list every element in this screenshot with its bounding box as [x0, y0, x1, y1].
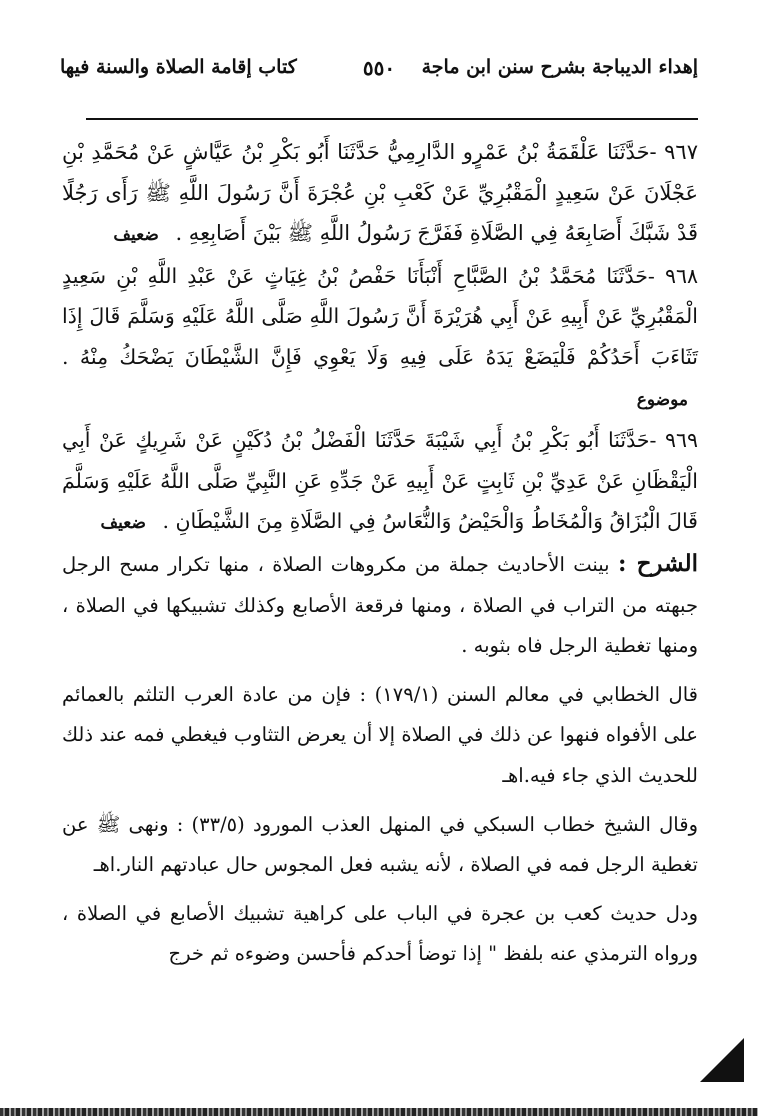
- page-body: [62, 132, 698, 975]
- hadith-967: [62, 132, 698, 256]
- chapter-title: كتاب إقامة الصلاة والسنة فيها: [60, 56, 297, 78]
- hadith-968: [62, 256, 698, 420]
- hadith-grade: موضوع: [636, 389, 688, 410]
- khattabi-quote: قال الخطابي في معالم السنن (١٧٩/١) : فإن من عادة العرب التلثم بالعمائم على الأفواه فنهوا عن ذلك في الصلاة إلا أن يعرض التثاوب فيغطي فمه عند ذلك للحديث الذي جاء فيه.اهـ: [62, 682, 698, 787]
- page-corner-mark: [700, 1038, 744, 1082]
- hadith-969: [62, 420, 698, 544]
- book-title: إهداء الديباجة بشرح سنن ابن ماجة: [421, 56, 698, 78]
- hadith-text: ٩٦٩ -حَدَّثَنَا أَبُو بَكْرِ بْنُ أَبِي شَيْبَةَ حَدَّثَنَا الْفَضْلُ بْنُ دُكَيْنٍ عَنْ شَرِيكٍ عَنْ أَبِي الْيَقْظَانِ عَنْ عَدِيِّ بْنِ ثَابِتٍ عَنْ أَبِيهِ عَنْ جَدِّهِ عَنِ النَّبِيِّ صَلَّى اللَّهُ عَلَيْهِ وَسَلَّمَ قَالَ الْبُزَاقُ وَالْمُخَاطُ وَالْحَيْضُ وَالنُّعَاسُ فِي الصَّلَاةِ مِنَ الشَّيْطَانِ .: [62, 428, 698, 534]
- hadith-grade: ضعيف: [113, 225, 159, 246]
- commentary-text: بينت الأحاديث جملة من مكروهات الصلاة ، منها تكرار مسح الرجل جبهته من التراب في الصلاة ، ومنها فرقعة الأصابع وكذلك تشبيكها في الصلاة ، ومنها تغطية الرجل فاه بثوبه .: [62, 552, 698, 658]
- hadith-text: ٩٦٨ -حَدَّثَنَا مُحَمَّدُ بْنُ الصَّبَّاحِ أَنْبَأَنَا حَفْصُ بْنُ غِيَاثٍ عَنْ عَبْدِ اللَّهِ بْنِ سَعِيدٍ الْمَقْبُرِيِّ عَنْ أَبِيهِ عَنْ أَبِي هُرَيْرَةَ أَنَّ رَسُولَ اللَّهِ صَلَّى اللَّهُ عَلَيْهِ وَسَلَّمَ قَالَ إِذَا تَثَاءَبَ أَحَدُكُمْ فَلْيَضَعْ يَدَهُ عَلَى فِيهِ وَلَا يَعْوِي فَإِنَّ الشَّيْطَانَ يَضْحَكُ مِنْهُ .: [62, 263, 698, 369]
- page-header: [60, 50, 698, 90]
- commentary-label: الشرح :: [617, 549, 699, 577]
- scan-edge: [0, 1108, 758, 1116]
- subki-quote: وقال الشيخ خطاب السبكي في المنهل العذب المورود (٣٣/٥) : ونهى ﷺ عن تغطية الرجل فمه في الصلاة ، لأنه يشبه فعل المجوس حال عبادتهم النار.اهـ: [62, 812, 698, 877]
- commentary: [62, 544, 698, 667]
- page-number: ٥٥٠: [362, 56, 396, 80]
- hadith-text: ٩٦٧ -حَدَّثَنَا عَلْقَمَةُ بْنُ عَمْرٍو الدَّارِمِيُّ حَدَّثَنَا أَبُو بَكْرِ بْنُ عَيَّاشٍ عَنْ مُحَمَّدِ بْنِ عَجْلَانَ عَنْ سَعِيدٍ الْمَقْبُرِيِّ عَنْ كَعْبِ بْنِ عُجْرَةَ أَنَّ رَسُولَ اللَّهِ ﷺ رَأَى رَجُلًا قَدْ شَبَّكَ أَصَابِعَهُ فِي الصَّلَاةِ فَفَرَّجَ رَسُولُ اللَّهِ ﷺ بَيْنَ أَصَابِعِهِ .: [62, 140, 698, 246]
- header-divider: [86, 118, 698, 120]
- hadith-grade: ضعيف: [100, 513, 146, 534]
- kab-hadith-note: ودل حديث كعب بن عجرة في الباب على كراهية تشبيك الأصابع في الصلاة ، ورواه الترمذي عنه بلفظ " إذا توضأ أحدكم فأحسن وضوءه ثم خرج: [62, 901, 698, 966]
